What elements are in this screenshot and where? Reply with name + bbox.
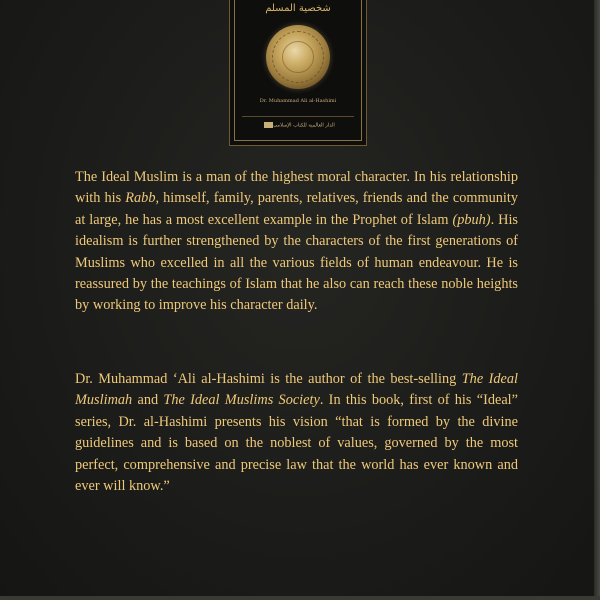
- p1-pbuh: (pbuh): [452, 211, 491, 228]
- cover-author: Dr. Muhammad Ali al-Hashimi: [259, 98, 337, 104]
- p1-text-b: , himself, family, parents, relatives, friends and the community at large, he has a most excellent example in the Prophet of Islam: [75, 190, 518, 228]
- publisher-name: الدار العالمية للكتاب الإسلامي: [273, 122, 335, 129]
- p2-book-ideal-muslims-society: The Ideal Muslims Society: [163, 392, 320, 409]
- p1-rabb: Rabb: [125, 190, 156, 207]
- cover-publisher: [230, 122, 366, 129]
- publisher-logo-icon: [264, 122, 273, 128]
- book-spine-edge: [594, 0, 600, 600]
- p1-text-c: . His idealism is further strengthened by the characters of the first generations of Muslims who excelled in all the various fields of human endeavour. He is reassured by the teachings of Islam that he also can reach these noble heights by working to improve his character daily.: [75, 211, 518, 314]
- p2-text-b: . In this book, first of his “Ideal” series, Dr. al-Hashimi presents his vision “that is formed by the divine guidelines and is based on the noblest of values, governed by the most perfect, comprehensive and precise law that the world has ever known and ever will know.”: [75, 392, 519, 495]
- p2-text-a: Dr. Muhammad ‘Ali al-Hashimi is the author of the best-selling: [75, 371, 462, 387]
- blurb-paragraph-2: [75, 369, 518, 497]
- cover-divider: [242, 116, 354, 117]
- medallion-image: [266, 25, 330, 89]
- p2-and: and: [132, 392, 164, 409]
- p1-text-a: The Ideal Muslim is a man of the highest moral character. In his relationship with his: [75, 169, 518, 207]
- book-bottom-edge: [0, 596, 600, 600]
- blurb-paragraph-1: [75, 167, 518, 317]
- medallion-inner-ring: [282, 41, 314, 73]
- front-cover-thumbnail: [229, 0, 367, 146]
- cover-arabic-title: شخصية المسلم: [265, 3, 331, 14]
- p2-book-ideal-muslimah: The Ideal Muslimah: [75, 371, 518, 409]
